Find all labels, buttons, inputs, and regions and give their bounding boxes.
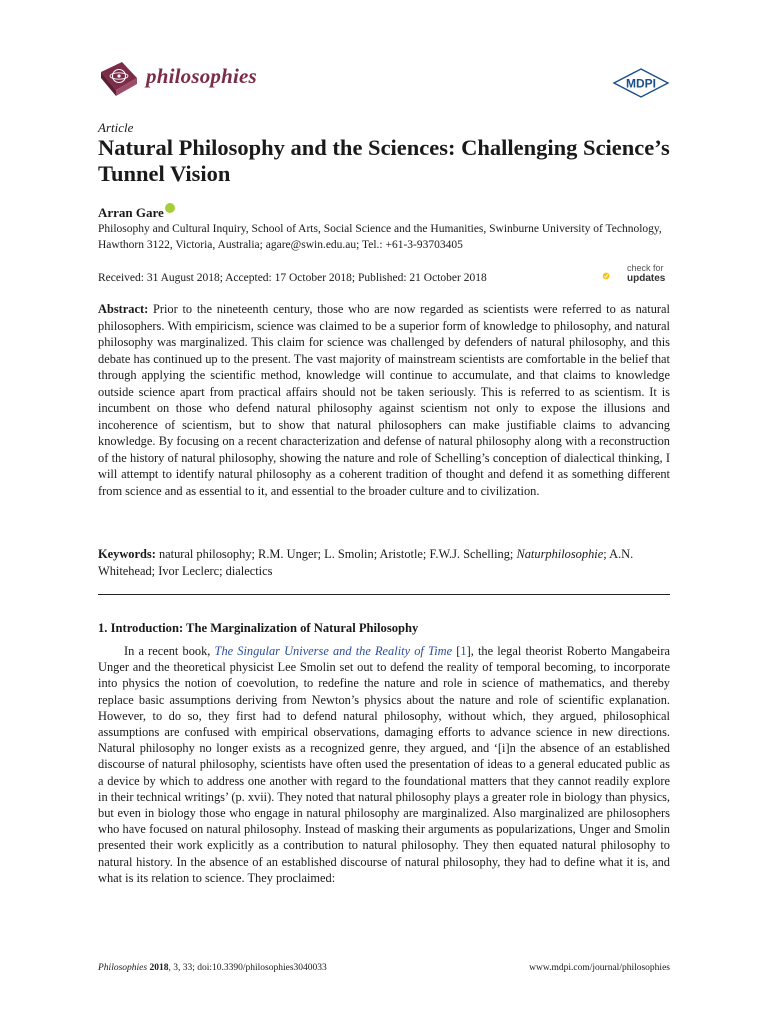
ref-open: [ (452, 644, 461, 658)
author-affiliation: Philosophy and Cultural Inquiry, School of Arts, Social Science and the Humanities, Swinburne University of Technology, Hawthorn 3122, Victoria, Australia; agare@swin.edu.au; Tel.: +61-3-93703405 (98, 223, 662, 251)
keywords (98, 546, 670, 579)
journal-logo-icon (98, 58, 140, 100)
footer-journal: Philosophies (98, 963, 148, 973)
check-for-updates-label[interactable] (627, 263, 665, 284)
author-name (98, 203, 175, 221)
article-type: Article (98, 120, 134, 135)
updates-text: updates (627, 273, 666, 284)
section-heading: 1. Introduction: The Marginalization of Natural Philosophy (98, 621, 419, 635)
author-name-text: Arran Gare (98, 205, 164, 220)
footer-citation (98, 963, 327, 973)
body-text: , the legal theorist Roberto Mangabeira Unger and the theoretical physicist Lee Smolin set out to defend the reality of temporal becoming, to incorporate into physics the notion of coevolution, to redefine the nature and role in science of mathematics, and thereby replace basic assumptions deriving from Newton’s physics about the nature and role of scientific explanation. However, to do so, they first had to defend natural philosophy, without which, they argued, philosophical assumptions are confused with empirical observations, damaging efforts to advance science in new directions. Natural philosophy no longer exists as a recognized genre, they argued, and ‘[i]n the absence of an established discourse of natural philosophy, scientists have often used the presentation of ideas to a general educated public as a device by which to address one another with regard to the foundational matters that they cannot readily explore in their technical writings’ (p. xvii). They noted that natural philosophy plays a greater role in biology than physics, but even in biology those who engage in natural philosophy are marginalized. Also marginalized are philosophers who have focused on natural philosophy. Instead of masking their arguments as popularizations, Unger and Smolin presented their work explicitly as a contribution to natural philosophy. They then equated natural philosophy to natural history. In the absence of an established discourse of natural philosophy, they had to define what it is, and what is its relation to science. They proclaimed: (98, 644, 671, 885)
keywords-text-1: natural philosophy; R.M. Unger; L. Smolin; Aristotle; F.W.J. Schelling; (158, 547, 517, 561)
footer-year: 2018 (149, 963, 169, 973)
check-for-updates-icon[interactable] (602, 262, 626, 290)
article-title: Natural Philosophy and the Sciences: Challenging Science’s Tunnel Vision (98, 135, 670, 186)
reference-link[interactable]: 1 (460, 644, 467, 658)
body-paragraph (98, 643, 670, 886)
check-for-text: check for (627, 263, 664, 273)
abstract-label: Abstract: (98, 302, 149, 316)
section-divider (98, 594, 670, 595)
keywords-italic: Naturphilosophie (516, 547, 604, 561)
book-title-link[interactable]: The Singular Universe and the Reality of Time (214, 644, 453, 658)
footer-url[interactable]: www.mdpi.com/journal/philosophies (529, 963, 670, 973)
journal-name[interactable]: philosophies (146, 64, 257, 88)
mdpi-logo-icon[interactable] (612, 68, 670, 98)
keywords-label: Keywords: (98, 547, 156, 561)
abstract (98, 301, 670, 499)
abstract-text: Prior to the nineteenth century, those who are now regarded as scientists were referred to as natural philosophers. With empiricism, science was claimed to be a superior form of knowledge to philosophy, and natural philosophy was marginalized. This claim for science was challenged by defenders of natural philosophy, and this debate has continued up to the present. The vast majority of mainstream scientists are comfortable in the belief that through applying the scientific method, knowledge will continue to accumulate, and that claims to knowledge outside science apart from practical affairs should not be taken seriously. This is referred to as scientism. It is incumbent on those who defend natural philosophy against scientism not only to expose the illusions and incoherence of scientism, but to show that natural philosophers can make justifiable claims to advancing knowledge. By focusing on a recent characterization and defense of natural philosophy along with a reconstruction of the history of natural philosophy, showing the nature and role of Schelling’s conception of dialectical thinking, I will attempt to identify natural philosophy as a coherent tradition of thought and defend it as something different from science and as essential to it, and essential to the broader culture and to civilization. (98, 302, 670, 498)
orcid-icon[interactable] (165, 203, 175, 213)
body-lead: In a recent book, (124, 644, 215, 658)
publisher-name: MDPI (626, 76, 656, 91)
publication-history: Received: 31 August 2018; Accepted: 17 October 2018; Published: 21 October 2018 (98, 272, 487, 284)
keywords-text-2: ; A.N. Whitehead; Ivor Leclerc; dialectics (98, 547, 634, 578)
ref-close: ] (466, 644, 471, 658)
footer-doi: , 3, 33; doi:10.3390/philosophies3040033 (168, 963, 327, 973)
